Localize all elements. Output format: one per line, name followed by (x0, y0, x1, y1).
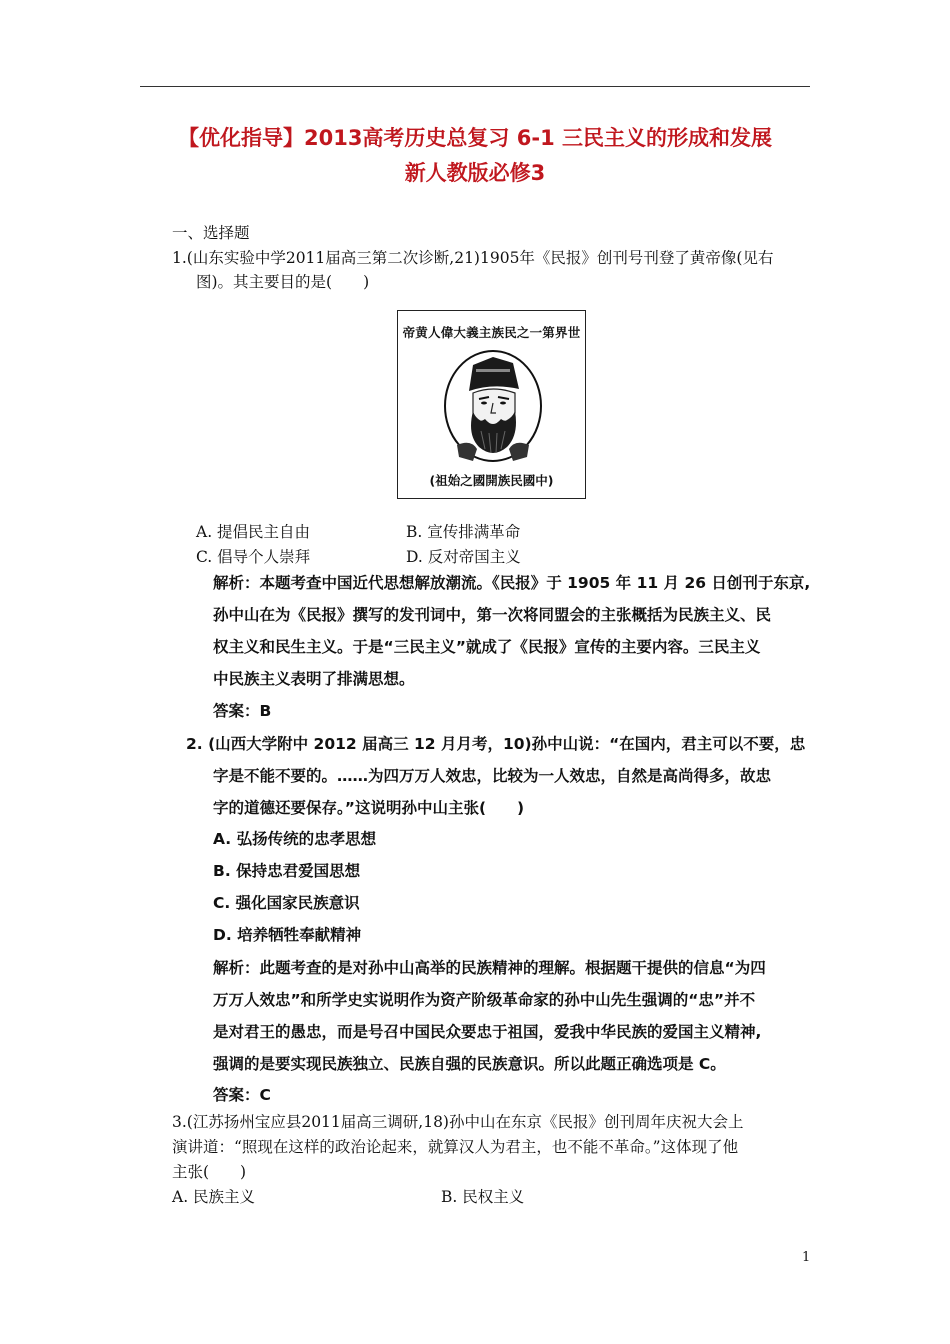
q2-analysis-line3: 是对君王的愚忠，而是号召中国民众要忠于祖国，爱我中华民族的爱国主义精神, (213, 1023, 762, 1041)
portrait-icon (443, 349, 543, 463)
q2-stem-line1: 2. (山西大学附中 2012 届高三 12 月月考，10)孙中山说：“在国内，君主可以不要，忠 (186, 735, 806, 753)
q2-analysis-line1: 解析：此题考查的是对孙中山高举的民族精神的理解。根据题干提供的信息“为四 (213, 959, 766, 977)
q2-option-d: D. 培养牺牲奉献精神 (213, 926, 362, 944)
figure-top-caption: 帝黄人偉大義主族民之一第界世 (402, 325, 581, 340)
q1-analysis-line1: 解析：本题考查中国近代思想解放潮流。《民报》于 1905 年 11 月 26 日创刊于东京, (213, 574, 811, 592)
q2-analysis-line2: 万万人效忠”和所学史实说明作为资产阶级革命家的孙中山先生强调的“忠”并不 (213, 991, 756, 1009)
q1-option-c: C. 倡导个人崇拜 (196, 548, 311, 566)
q3-option-a: A. 民族主义 (172, 1188, 256, 1206)
q1-stem-line1: 1.(山东实验中学2011届高三第二次诊断,21)1905年《民报》创刊号刊登了黄帝像(见右 (172, 249, 774, 267)
q2-answer: 答案：C (213, 1086, 271, 1104)
q3-stem-line1: 3.(江苏扬州宝应县2011届高三调研,18)孙中山在东京《民报》创刊周年庆祝大会上 (172, 1113, 744, 1131)
q2-analysis-line4: 强调的是要实现民族独立、民族自强的民族意识。所以此题正确选项是 C。 (213, 1055, 726, 1073)
header-rule (140, 86, 810, 87)
section-heading: 一、选择题 (172, 224, 250, 242)
q1-analysis-line2: 孙中山在为《民报》撰写的发刊词中，第一次将同盟会的主张概括为民族主义、民 (213, 606, 772, 624)
q3-stem-line3: 主张( ) (172, 1163, 247, 1181)
q2-option-c: C. 强化国家民族意识 (213, 894, 360, 912)
q3-stem-line2: 演讲道：“照现在这样的政治论起来，就算汉人为君主，也不能不革命。”这体现了他 (172, 1138, 739, 1156)
q1-answer: 答案：B (213, 702, 272, 720)
q1-analysis-line4: 中民族主义表明了排满思想。 (213, 670, 415, 688)
q1-option-a: A. 提倡民主自由 (196, 523, 311, 541)
page-number: 1 (802, 1250, 811, 1265)
q2-option-b: B. 保持忠君爱国思想 (213, 862, 361, 880)
q1-figure (397, 310, 586, 499)
document-title-line1: 【优化指导】2013高考历史总复习 6-1 三民主义的形成和发展 (177, 126, 772, 150)
q3-option-b: B. 民权主义 (441, 1188, 525, 1206)
q2-stem-line2: 字是不能不要的。……为四万万人效忠，比较为一人效忠，自然是高尚得多，故忠 (213, 767, 772, 785)
q2-stem-line3: 字的道德还要保存。”这说明孙中山主张( ) (213, 799, 525, 817)
q1-analysis-line3: 权主义和民生主义。于是“三民主义”就成了《民报》宣传的主要内容。三民主义 (213, 638, 761, 656)
figure-bottom-caption: (祖始之國開族民國中) (429, 473, 554, 488)
q1-option-b: B. 宣传排满革命 (406, 523, 521, 541)
q2-option-a: A. 弘扬传统的忠孝思想 (213, 830, 377, 848)
document-title-line2: 新人教版必修3 (404, 161, 546, 185)
q1-option-d: D. 反对帝国主义 (406, 548, 521, 566)
q1-stem-line2: 图)。其主要目的是( ) (196, 273, 370, 291)
